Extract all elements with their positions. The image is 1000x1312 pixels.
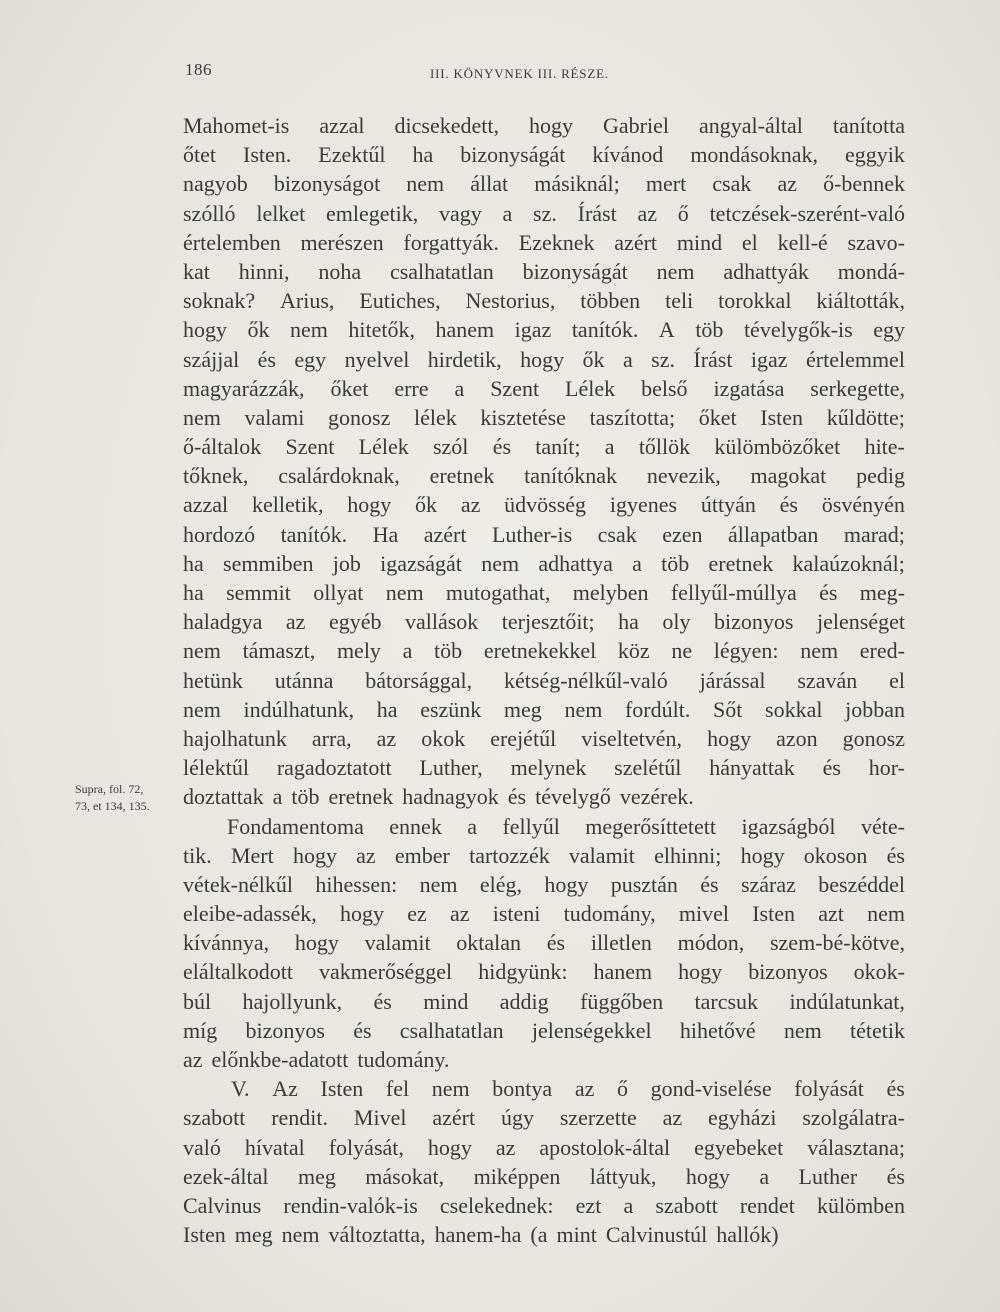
text-line: az előnkbe-adatott tudomány. xyxy=(183,1047,450,1072)
text-line: őtet Isten. Ezektűl ha bizonyságát kívánod mondásoknak, eggyik xyxy=(183,142,905,168)
text-line: míg bizonyos és csalhatatlan jelenségekkel hihetővé nem tétetik xyxy=(183,1017,905,1043)
text-line: haladgya az egyéb vallások terjesztőit; ha oly bizonyos jelenséget xyxy=(183,609,905,635)
text-line: V. Az Isten fel nem bontya az ő gond-viselése folyását és xyxy=(231,1076,905,1102)
text-line: ő-általok Szent Lélek szól és tanít; a tőllök külömbözőket hite- xyxy=(183,434,905,460)
margin-note-line: Supra, fol. 72, xyxy=(75,782,144,796)
text-line: ha semmiben job igazságát nem adhattya a töb eretnek kalaúzoknál; xyxy=(183,550,905,576)
text-line: ezek-által meg másokat, miképpen láttyuk, hogy a Luther és xyxy=(183,1163,905,1189)
text-line: hogy ők nem hitetők, hanem igaz tanítók. A töb tévelygők-is egy xyxy=(183,317,905,343)
text-line: nagyob bizonyságot nem állat másiknál; mert csak az ő-bennek xyxy=(183,171,905,197)
text-line: kívánnya, hogy valamit oktalan és illetlen módon, szem-bé-kötve, xyxy=(183,930,905,956)
text-line: soknak? Arius, Eutiches, Nestorius, többen teli torokkal kiáltották, xyxy=(183,288,905,314)
text-line: tik. Mert hogy az ember tartozzék valamit elhinni; hogy okoson és xyxy=(183,842,905,868)
page-number: 186 xyxy=(185,60,212,79)
text-line: doztattak a töb eretnek hadnagyok és tévelygő vezérek. xyxy=(183,784,694,810)
text-line: hajolhatunk arra, az okok erejétűl viseltetvén, hogy azon gonosz xyxy=(183,725,905,751)
text-line: Isten meg nem változtatta, hanem-ha (a mint Calvinustúl hallók) xyxy=(183,1222,779,1248)
running-head: III. KÖNYVNEK III. RÉSZE. xyxy=(430,66,609,81)
text-line: szájjal és egy nyelvel hirdetik, hogy ők a sz. Írást igaz értelemmel xyxy=(183,346,905,372)
text-line: Calvinus rendin-valók-is cselekednek: ezt a szabott rendet külömben xyxy=(183,1192,905,1218)
body-text xyxy=(183,111,905,1249)
text-line: Mahomet-is azzal dicsekedett, hogy Gabriel angyal-által tanította xyxy=(183,113,905,138)
text-line: Fondamentoma ennek a fellyűl megerősíttetett igazságból véte- xyxy=(227,813,905,839)
text-line: hordozó tanítók. Ha azért Luther-is csak ezen állapatban marad; xyxy=(183,521,905,547)
text-line: tőknek, csalárdoknak, eretnek tanítóknak nevezik, magokat pedig xyxy=(183,463,905,489)
text-line: magyarázzák, őket erre a Szent Lélek belső izgatása serkegette, xyxy=(183,375,905,401)
text-line: búl hajollyunk, és mind addig függőben tarcsuk indúlatunkat, xyxy=(183,988,905,1014)
text-line: azzal kelletik, hogy ők az üdvösség igyenes úttyán és ösvényén xyxy=(183,492,905,518)
text-line: nem valami gonosz lélek kisztetése taszította; őket Isten kűldötte; xyxy=(183,404,905,430)
text-line: eláltalkodott vakmerőséggel hidgyünk: hanem hogy bizonyos okok- xyxy=(183,959,905,985)
margin-note xyxy=(75,781,185,815)
text-line: hetünk utánna bátorsággal, kétség-nélkűl-való járással szaván el xyxy=(183,667,905,693)
text-line: lélektűl ragadoztatott Luther, melynek szelétűl hányattak és hor- xyxy=(183,755,905,781)
margin-note-line: 73, et 134, 135. xyxy=(75,799,150,813)
text-line: kat hinni, noha csalhatatlan bizonyságát nem adhattyák mondá- xyxy=(183,258,905,284)
text-line: eleibe-adassék, hogy ez az isteni tudomány, mivel Isten azt nem xyxy=(183,901,905,927)
text-line: ha semmit ollyat nem mutogathat, melyben fellyűl-múllya és meg- xyxy=(183,580,905,605)
text-line: nem indúlhatunk, ha eszünk meg nem fordúlt. Sőt sokkal jobban xyxy=(183,696,905,722)
text-line: szabott rendit. Mivel azért úgy szerzette az egyházi szolgálatra- xyxy=(183,1105,905,1131)
text-line: nem támaszt, mely a töb eretnekekkel köz ne légyen: nem ered- xyxy=(183,638,905,664)
text-line: szólló lelket emlegetik, vagy a sz. Írást az ő tetczések-szerént-való xyxy=(183,200,905,226)
text-line: értelemben merészen forgattyák. Ezeknek azért mind el kell-é szavo- xyxy=(183,229,905,255)
text-line: való hívatal folyását, hogy az apostolok-által egyebeket választana; xyxy=(183,1134,905,1160)
text-line: vétek-nélkűl hihessen: nem elég, hogy pusztán és száraz beszéddel xyxy=(183,871,905,897)
